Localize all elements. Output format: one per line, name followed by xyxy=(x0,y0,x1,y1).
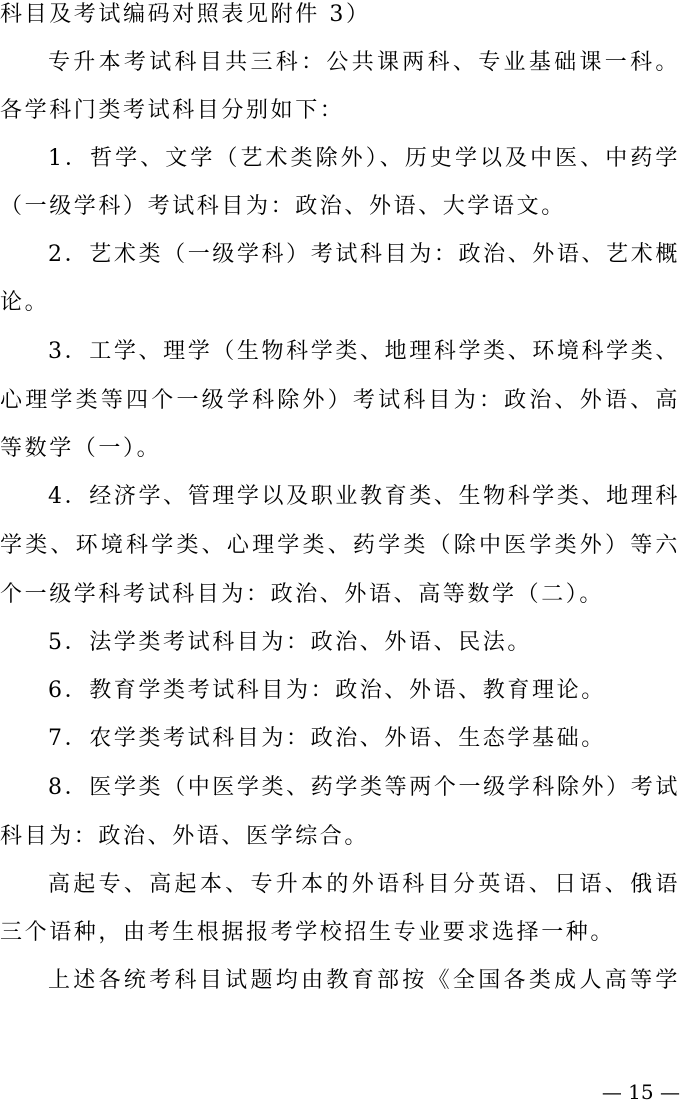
text-line: 科目为：政治、外语、医学综合。 xyxy=(0,824,370,849)
page-number: — 15 — xyxy=(601,1080,680,1104)
text-line: 三个语种，由考生根据报考学校招生专业要求选择一种。 xyxy=(0,920,616,945)
text-line: 7．农学类考试科目为：政治、外语、生态学基础。 xyxy=(48,726,606,751)
text-line: 等数学（一）。 xyxy=(0,436,162,461)
text-line: 2．艺术类（一级学科）考试科目为：政治、外语、艺术概 xyxy=(48,242,680,267)
text-line: 论。 xyxy=(0,290,50,315)
text-line: 6．教育学类考试科目为：政治、外语、教育理论。 xyxy=(48,678,606,703)
text-line: 科目及考试编码对照表见附件 3） xyxy=(0,2,371,27)
text-line: （一级学科）考试科目为：政治、外语、大学语文。 xyxy=(0,194,566,219)
text-line: 4．经济学、管理学以及职业教育类、生物科学类、地理科 xyxy=(48,484,680,509)
text-line: 上述各统考科目试题均由教育部按《全国各类成人高等学 xyxy=(48,968,680,993)
text-line: 1．哲学、文学（艺术类除外）、历史学以及中医、中药学 xyxy=(48,146,680,171)
text-line: 5．法学类考试科目为：政治、外语、民法。 xyxy=(48,630,532,655)
text-line: 高起专、高起本、专升本的外语科目分英语、日语、俄语 xyxy=(48,872,680,897)
text-line: 专升本考试科目共三科：公共课两科、专业基础课一科。 xyxy=(48,50,680,75)
text-line: 各学科门类考试科目分别如下： xyxy=(0,98,345,123)
text-line: 心理学类等四个一级学科除外）考试科目为：政治、外语、高 xyxy=(0,388,680,413)
text-line: 个一级学科考试科目为：政治、外语、高等数学（二）。 xyxy=(0,582,605,607)
text-line: 学类、环境科学类、心理学类、药学类（除中医学类外）等六 xyxy=(0,533,680,558)
text-line: 8．医学类（中医学类、药学类等两个一级学科除外）考试 xyxy=(48,775,680,800)
text-line: 3．工学、理学（生物科学类、地理科学类、环境科学类、 xyxy=(48,339,680,364)
